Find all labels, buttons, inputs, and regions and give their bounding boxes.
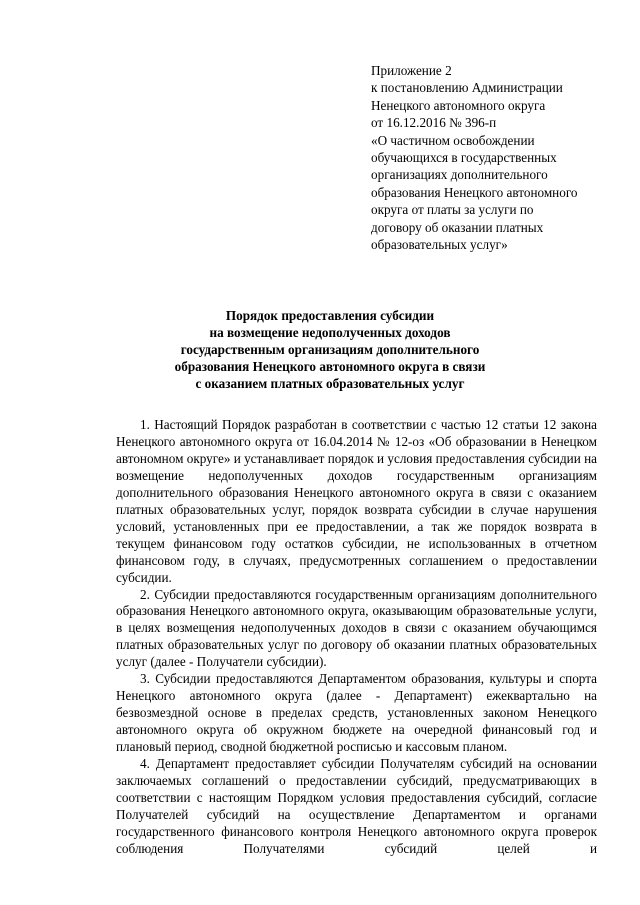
title-line: образования Ненецкого автономного округа в связи <box>174 359 486 374</box>
document-title <box>110 307 550 392</box>
appendix-line: образования Ненецкого автономного <box>371 184 578 200</box>
appendix-line: договору об оказании платных <box>371 219 544 235</box>
appendix-line: организациях дополнительного <box>371 167 548 183</box>
paragraph-3: 3. Субсидии предоставляются Департаментом образования, культуры и спорта Ненецкого автономного округа (далее - Департамент) ежеквартально на безвозмездной основе в пределах средств, установленных законом Ненецкого автономного округа об окружном бюджете на очередной финансовый год и плановый период, сводной бюджетной росписью и кассовым планом. <box>116 671 597 755</box>
appendix-line: от 16.12.2016 № 396-п <box>371 115 497 131</box>
appendix-line: «О частичном освобождении <box>371 132 535 148</box>
document-body <box>116 417 597 858</box>
title-line: Порядок предоставления субсидии <box>225 308 435 323</box>
paragraph-1: 1. Настоящий Порядок разработан в соответствии с частью 12 статьи 12 закона Ненецкого автономного округа от 16.04.2014 № 12-оз «Об образовании в Ненецком автономном округе» и устанавливает порядок и условия предоставления субсидии на возмещение недополученных доходов государственным организациям дополнительного образования Ненецкого автономного округа в связи с оказанием платных образовательных услуг, порядок возврата субсидии в случае нарушения условий, установленных при ее предоставлении, а так же порядок возврата в текущем финансовом году остатков субсидии, не использованных в отчетном финансовом году, в случаях, предусмотренных соглашением о предоставлении субсидии. <box>116 417 597 585</box>
title-line: на возмещение недополученных доходов <box>209 325 451 340</box>
appendix-line: к постановлению Администрации <box>371 80 563 96</box>
appendix-line: обучающихся в государственных <box>371 150 557 166</box>
title-line: государственным организациям дополнительного <box>180 342 480 357</box>
appendix-line: округа от платы за услуги по <box>371 202 534 218</box>
appendix-line: образовательных услуг» <box>371 237 508 253</box>
appendix-line: Приложение 2 <box>371 63 452 78</box>
title-line: с оказанием платных образовательных услуг <box>195 376 465 391</box>
appendix-line: Ненецкого автономного округа <box>371 97 546 113</box>
appendix-header <box>371 62 611 253</box>
paragraph-2: 2. Субсидии предоставляются государственным организациям дополнительного образования Ненецкого автономного округа, оказывающим образовательные услуги, в целях возмещения недополученных доходов в связи с оказанием обучающимся платных образовательных услуг по договору об оказании платных образовательных услуг (далее - Получатели субсидии). <box>116 586 597 670</box>
paragraph-4: 4. Департамент предоставляет субсидии Получателям субсидий на основании заключаемых соглашений о предоставлении субсидий, предусматривающих в соответствии с настоящим Порядком условия предоставления субсидий, согласие Получателей субсидий на осуществление Департаментом и органами государственного финансового контроля Ненецкого автономного округа проверок соблюдения Получателями субсидий целей и <box>116 756 597 856</box>
